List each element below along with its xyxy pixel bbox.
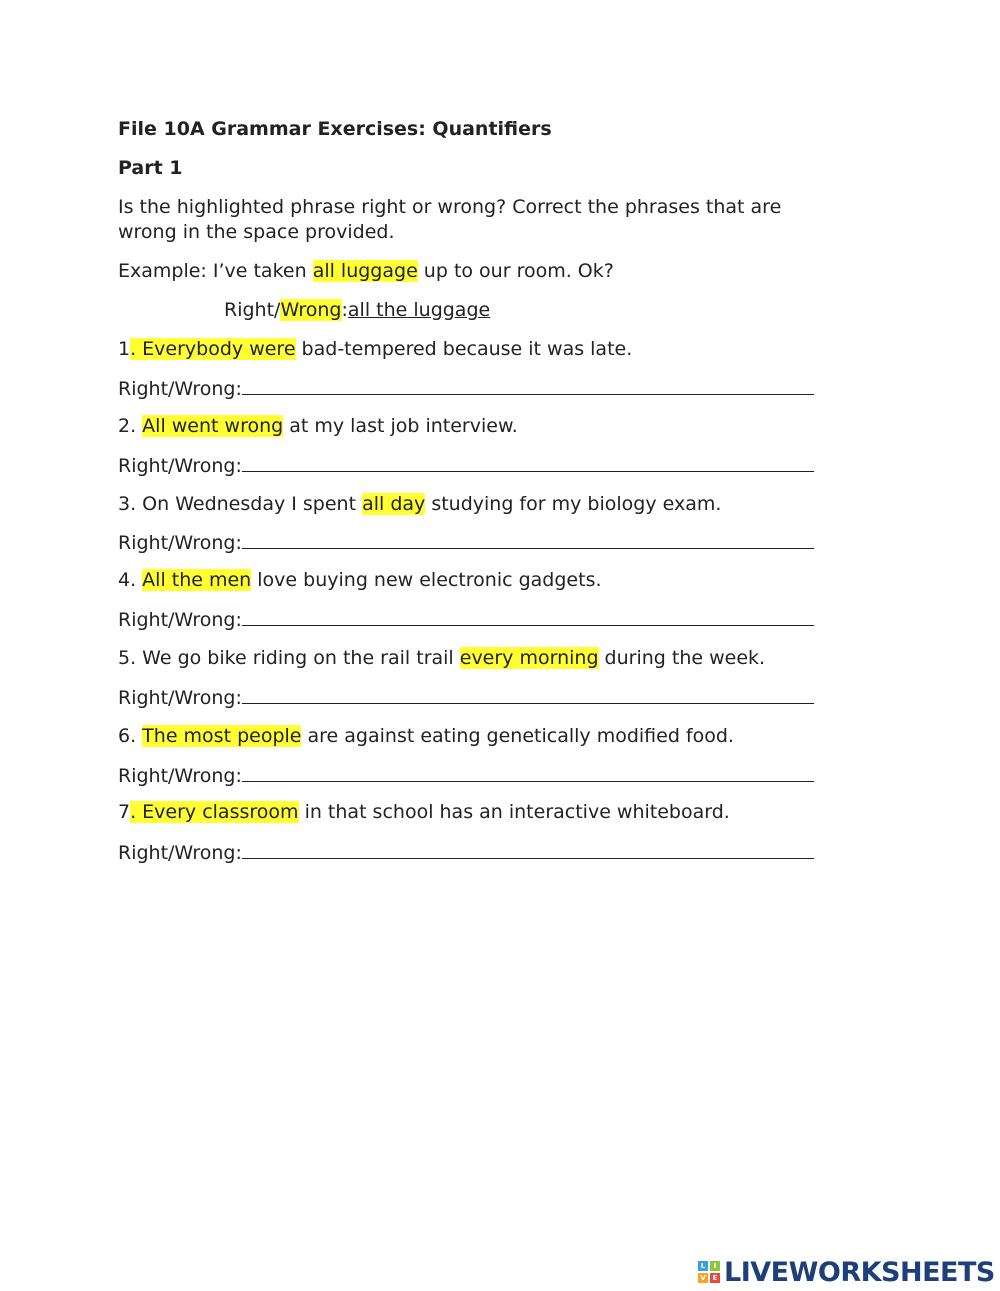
question-text-before: 5. We go bike riding on the rail trail — [118, 647, 460, 669]
answer-blank-2[interactable] — [242, 453, 814, 472]
answer-row-5 — [118, 685, 814, 710]
question-text-after: bad-tempered because it was late. — [295, 338, 633, 360]
example-answer — [224, 298, 490, 322]
answer-row-1 — [118, 376, 814, 401]
question-text-after: studying for my biology exam. — [425, 493, 722, 515]
answer-row-2 — [118, 453, 814, 478]
answer-label: Right/Wrong: — [118, 609, 242, 631]
example-wrong-label: Wrong — [280, 299, 342, 321]
question-1 — [118, 337, 632, 361]
question-highlight: The most people — [142, 725, 302, 747]
answer-blank-7[interactable] — [242, 840, 814, 859]
answer-label: Right/Wrong: — [118, 532, 242, 554]
question-2 — [118, 414, 518, 438]
question-text-before: 3. On Wednesday I spent — [118, 493, 363, 515]
answer-blank-6[interactable] — [242, 763, 814, 782]
logo-block-l: L — [698, 1261, 708, 1271]
instructions-line-1: Is the highlighted phrase right or wrong? Correct the phrases that are — [118, 196, 782, 218]
question-5 — [118, 646, 765, 670]
question-highlight: All the men — [142, 569, 252, 591]
question-text-after: at my last job interview. — [283, 415, 518, 437]
question-text-after: love buying new electronic gadgets. — [251, 569, 602, 591]
question-highlight: . Everybody were — [130, 338, 296, 360]
answer-row-4 — [118, 607, 814, 632]
logo-block-e: E — [710, 1273, 720, 1283]
question-text-before: 7 — [118, 801, 131, 823]
question-text-before: 1 — [118, 338, 131, 360]
answer-blank-1[interactable] — [242, 376, 814, 395]
answer-label: Right/Wrong: — [118, 687, 242, 709]
question-6 — [118, 724, 734, 748]
question-text-after: in that school has an interactive whiteboard. — [298, 801, 730, 823]
answer-label: Right/Wrong: — [118, 842, 242, 864]
example-correction: all the luggage — [347, 299, 491, 321]
question-7 — [118, 800, 730, 824]
example-sentence — [118, 259, 614, 283]
question-highlight: all day — [362, 493, 426, 515]
example-highlight: all luggage — [312, 260, 418, 282]
question-4 — [118, 568, 602, 592]
example-prefix: Example: I’ve taken — [118, 260, 313, 282]
answer-label: Right/Wrong: — [118, 455, 242, 477]
logo-text: LIVEWORKSHEETS — [724, 1256, 995, 1288]
question-text-before: 6. — [118, 725, 143, 747]
logo-block-i: I — [710, 1261, 720, 1271]
question-text-after: during the week. — [598, 647, 766, 669]
liveworksheets-logo — [698, 1258, 995, 1286]
example-suffix: up to our room. Ok? — [417, 260, 614, 282]
answer-row-6 — [118, 763, 814, 788]
question-text-after: are against eating genetically modified food. — [301, 725, 734, 747]
question-text-before: 2. — [118, 415, 143, 437]
answer-blank-3[interactable] — [242, 530, 814, 549]
example-colon: : — [341, 299, 348, 321]
answer-label: Right/Wrong: — [118, 765, 242, 787]
logo-block-v: V — [698, 1273, 708, 1283]
question-text-before: 4. — [118, 569, 143, 591]
example-right-label: Right/ — [224, 299, 281, 321]
page-title: File 10A Grammar Exercises: Quantifiers — [118, 118, 552, 140]
answer-row-3 — [118, 530, 814, 555]
answer-blank-4[interactable] — [242, 607, 814, 626]
question-highlight: All went wrong — [142, 415, 284, 437]
question-highlight: . Every classroom — [130, 801, 299, 823]
answer-blank-5[interactable] — [242, 685, 814, 704]
answer-label: Right/Wrong: — [118, 378, 242, 400]
answer-row-7 — [118, 840, 814, 865]
question-highlight: every morning — [459, 647, 599, 669]
instructions-line-2: wrong in the space provided. — [118, 221, 395, 243]
part-heading: Part 1 — [118, 157, 183, 179]
logo-blocks-icon — [698, 1261, 720, 1283]
question-3 — [118, 492, 721, 516]
